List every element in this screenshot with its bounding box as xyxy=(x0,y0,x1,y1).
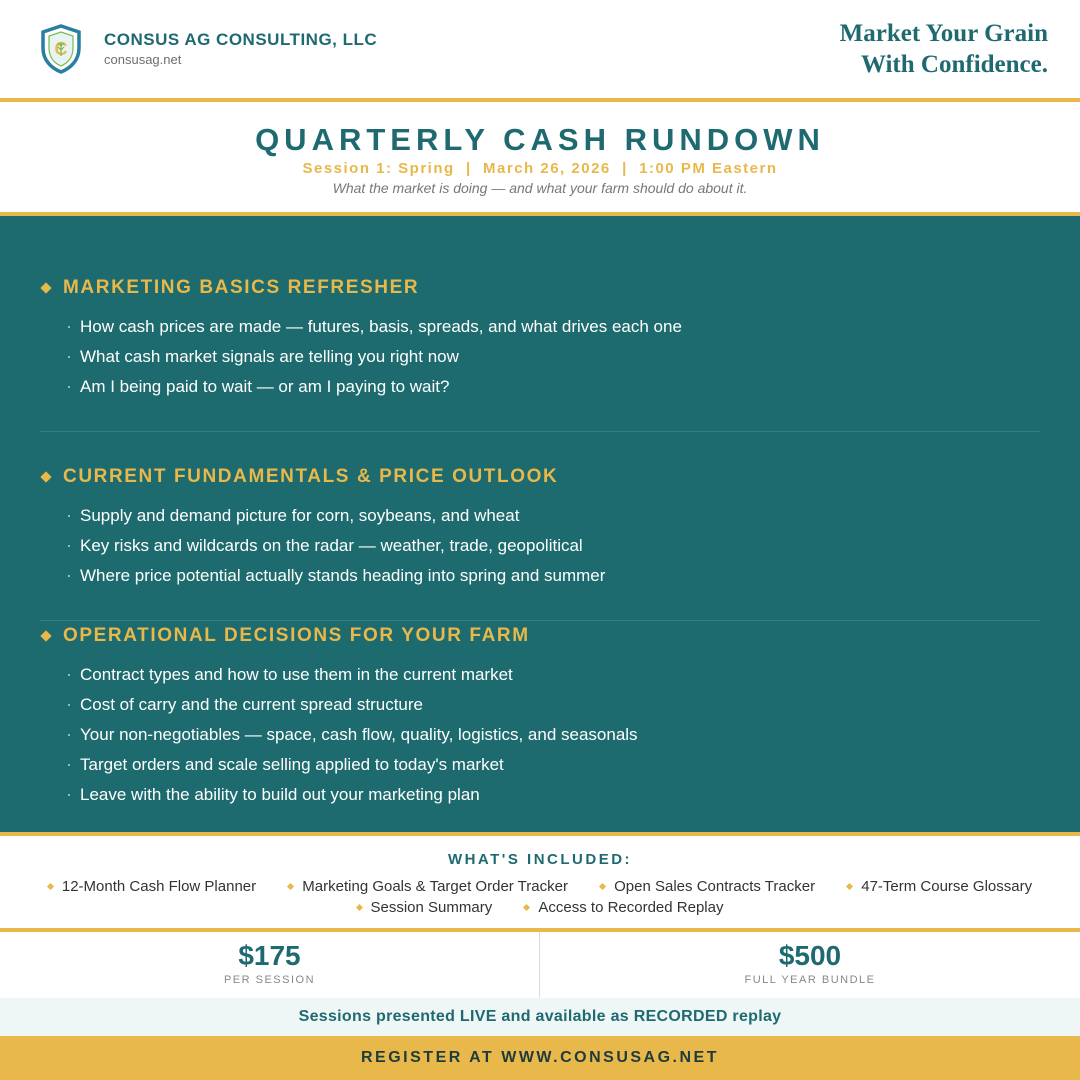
included-item-text: Session Summary xyxy=(370,899,493,916)
whats-included xyxy=(0,836,1080,928)
dot-bullet-icon xyxy=(68,356,70,358)
session-price: $175 xyxy=(238,940,301,971)
header xyxy=(0,0,1080,98)
dot-bullet-icon xyxy=(68,386,70,388)
section-title: OPERATIONAL DECISIONS FOR YOUR FARM xyxy=(63,625,530,646)
diamond-bullet-icon xyxy=(40,282,51,293)
price-per-session xyxy=(0,932,540,998)
section-list xyxy=(40,504,1040,594)
bundle-price: $500 xyxy=(778,940,842,971)
dot-bullet-icon xyxy=(68,515,70,517)
list-item xyxy=(40,375,1040,405)
included-item xyxy=(600,878,815,895)
included-item xyxy=(48,878,256,895)
section-title: MARKETING BASICS REFRESHER xyxy=(63,277,420,298)
included-item xyxy=(847,878,1032,895)
dot-bullet-icon xyxy=(68,704,70,706)
register-link[interactable]: REGISTER AT WWW.CONSUSAG.NET xyxy=(361,1049,719,1066)
section-divider xyxy=(40,431,1040,432)
dot-bullet-icon xyxy=(68,734,70,736)
agenda-panel xyxy=(0,216,1080,832)
diamond-bullet-icon xyxy=(40,471,51,482)
diamond-bullet-icon xyxy=(287,883,294,890)
section-list xyxy=(40,663,1040,813)
included-item-text: Marketing Goals & Target Order Tracker xyxy=(302,878,568,895)
tagline-line-1: Market Your Grain xyxy=(839,20,1048,47)
shield-logo-icon xyxy=(40,24,82,74)
included-item-text: 47-Term Course Glossary xyxy=(861,878,1033,895)
included-row-1 xyxy=(0,878,1080,895)
included-item xyxy=(357,899,493,916)
list-item xyxy=(40,723,1040,753)
live-note-bar xyxy=(0,998,1080,1036)
section-list xyxy=(40,315,1040,405)
diamond-bullet-icon xyxy=(846,883,853,890)
dot-bullet-icon xyxy=(68,575,70,577)
dot-bullet-icon xyxy=(68,764,70,766)
list-item xyxy=(40,504,1040,534)
section-title: CURRENT FUNDAMENTALS & PRICE OUTLOOK xyxy=(63,466,559,487)
company-website[interactable]: consusag.net xyxy=(104,52,182,67)
diamond-bullet-icon xyxy=(40,630,51,641)
svg-text:C: C xyxy=(54,39,68,59)
list-item-text: Your non-negotiables — space, cash flow, quality, logistics, and seasonals xyxy=(80,725,638,744)
company-name: CONSUS AG CONSULTING, LLC xyxy=(104,30,378,49)
section-fundamentals xyxy=(40,466,1040,594)
diamond-bullet-icon xyxy=(47,883,54,890)
list-item-text: Contract types and how to use them in the current market xyxy=(80,665,513,684)
list-item xyxy=(40,753,1040,783)
page-title: QUARTERLY CASH RUNDOWN xyxy=(255,122,825,157)
list-item-text: Where price potential actually stands heading into spring and summer xyxy=(80,566,606,585)
dot-bullet-icon xyxy=(68,326,70,328)
included-row-2 xyxy=(0,899,1080,916)
included-title: WHAT'S INCLUDED: xyxy=(447,851,633,868)
title-block xyxy=(0,102,1080,212)
list-item-text: Leave with the ability to build out your marketing plan xyxy=(80,785,480,804)
tagline-line-2: With Confidence. xyxy=(860,51,1048,78)
included-item-text: 12-Month Cash Flow Planner xyxy=(61,878,257,895)
price-full-year xyxy=(540,932,1080,998)
section-header xyxy=(40,277,1040,303)
list-item-text: Am I being paid to wait — or am I paying to wait? xyxy=(80,377,450,396)
tagline xyxy=(840,18,1048,80)
list-item xyxy=(40,663,1040,693)
list-item-text: Target orders and scale selling applied to today's market xyxy=(80,755,504,774)
section-marketing-basics xyxy=(40,277,1040,405)
list-item xyxy=(40,315,1040,345)
dot-bullet-icon xyxy=(68,674,70,676)
included-item xyxy=(288,878,568,895)
list-item xyxy=(40,534,1040,564)
register-banner[interactable] xyxy=(0,1036,1080,1080)
section-divider xyxy=(40,620,1040,621)
section-header xyxy=(40,625,1040,651)
included-item-text: Open Sales Contracts Tracker xyxy=(614,878,816,895)
list-item xyxy=(40,345,1040,375)
diamond-bullet-icon xyxy=(355,904,362,911)
session-price-label: PER SESSION xyxy=(223,974,316,986)
list-item xyxy=(40,693,1040,723)
list-item-text: Key risks and wildcards on the radar — weather, trade, geopolitical xyxy=(80,536,583,555)
subtitle: What the market is doing — and what your farm should do about it. xyxy=(332,180,748,196)
dot-bullet-icon xyxy=(68,545,70,547)
included-item-text: Access to Recorded Replay xyxy=(538,899,724,916)
diamond-bullet-icon xyxy=(599,883,606,890)
list-item xyxy=(40,783,1040,813)
dot-bullet-icon xyxy=(68,794,70,796)
list-item-text: What cash market signals are telling you right now xyxy=(80,347,459,366)
session-info: Session 1: Spring | March 26, 2026 | 1:00 PM Eastern xyxy=(302,160,778,177)
bundle-price-label: FULL YEAR BUNDLE xyxy=(744,974,876,986)
list-item-text: How cash prices are made — futures, basis, spreads, and what drives each one xyxy=(80,317,682,336)
section-header xyxy=(40,466,1040,492)
section-operational xyxy=(40,625,1040,813)
live-note: Sessions presented LIVE and available as RECORDED replay xyxy=(298,1008,782,1025)
included-item xyxy=(524,899,723,916)
list-item-text: Cost of carry and the current spread structure xyxy=(80,695,423,714)
list-item-text: Supply and demand picture for corn, soybeans, and wheat xyxy=(80,506,520,525)
diamond-bullet-icon xyxy=(523,904,530,911)
pricing xyxy=(0,932,1080,998)
list-item xyxy=(40,564,1040,594)
